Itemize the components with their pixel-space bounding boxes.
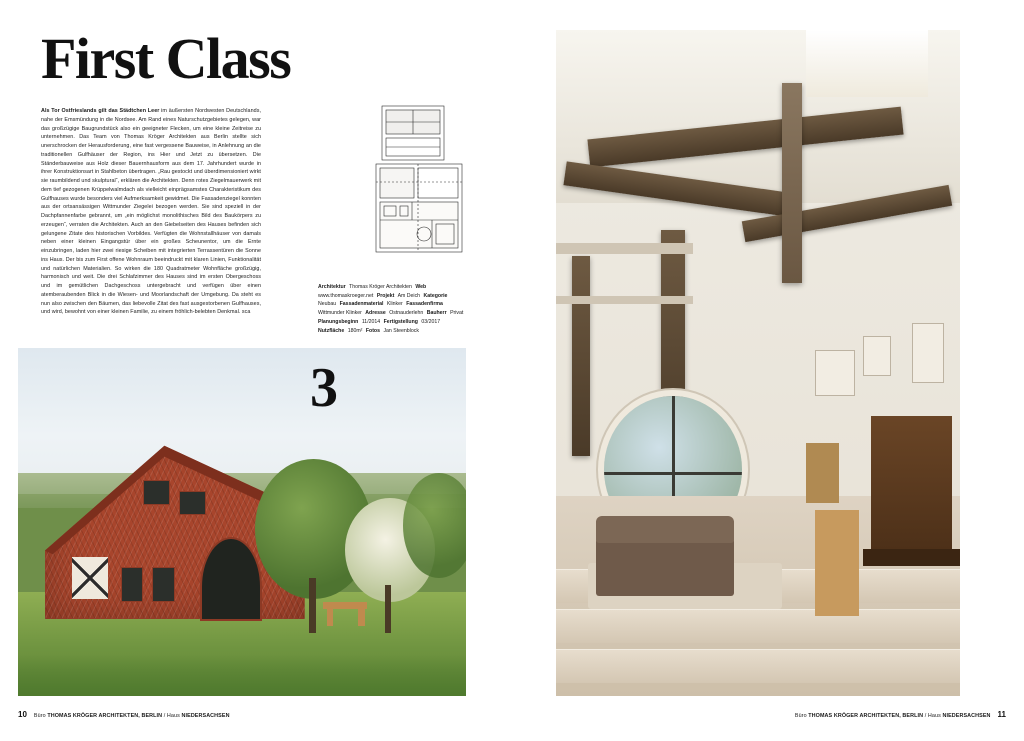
credit-key-8: Planungsbeginn	[318, 318, 359, 325]
picnic-table-leg-2	[358, 609, 364, 626]
window-mullion-horizontal	[604, 472, 741, 475]
credit-val-9: 03/2017	[421, 318, 441, 325]
footer-credit-left: Büro THOMAS KRÖGER ARCHITEKTEN, BERLIN / Haus NIEDERSACHSEN	[33, 713, 230, 719]
floor-plan-svg	[366, 104, 470, 256]
credit-val-8: 11/2014	[361, 318, 381, 325]
window-upper-2	[179, 491, 206, 515]
picnic-table-top	[323, 602, 368, 609]
credit-key-3: Kategorie	[423, 292, 448, 299]
tree-right	[403, 473, 466, 577]
credit-key-1: Web	[415, 284, 427, 290]
window-ground-1	[121, 567, 143, 602]
credit-key-11: Fotos	[365, 327, 380, 334]
footer-right	[795, 710, 1006, 719]
cantilever-chair	[815, 510, 859, 617]
wall-frame-3	[912, 323, 944, 383]
dining-chair	[806, 443, 838, 503]
footer-credit-right: Büro THOMAS KRÖGER ARCHITEKTEN, BERLIN / Haus NIEDERSACHSEN	[794, 713, 991, 719]
column-2	[782, 83, 802, 283]
credit-key-7: Bauherr	[426, 310, 447, 317]
blossom-trunk	[385, 585, 390, 634]
photo-grass-foreground	[18, 654, 466, 696]
credit-val-6: Ostnauderlehn	[389, 310, 424, 317]
credit-val-7: Privat	[450, 310, 464, 317]
page-number-right: 11	[997, 710, 1006, 719]
exterior-photo	[18, 348, 466, 696]
balcony-rail	[556, 243, 693, 254]
page-number-left: 10	[18, 710, 27, 719]
floor-step-3	[556, 649, 960, 682]
credit-val-4: Klinker	[386, 301, 403, 308]
balcony-rail-2	[556, 296, 693, 304]
right-page	[512, 0, 1024, 741]
spread-gutter	[512, 0, 513, 741]
page-title: First Class	[41, 26, 291, 91]
floor-step-2	[556, 609, 960, 642]
credit-val-2: Am Deich	[397, 292, 421, 299]
credit-key-2: Projekt	[376, 292, 395, 299]
piano-base	[863, 549, 960, 566]
skylight	[806, 30, 927, 97]
sofa-back	[596, 516, 733, 543]
credit-key-6: Adresse	[365, 310, 386, 317]
credit-key-10: Nutzfläche	[318, 327, 345, 334]
window-ground-2	[152, 567, 174, 602]
project-credits	[318, 283, 470, 335]
body-lead: Als Tor Ostfrieslands gilt das Städtchen Leer	[41, 108, 160, 114]
body-text	[41, 107, 261, 317]
credit-val-3: Neubau	[318, 301, 337, 308]
credit-val-11: Jan Steenblock	[383, 327, 419, 334]
credit-key-4: Fassadenmaterial	[339, 301, 384, 308]
footer-left	[18, 710, 230, 719]
sofa	[596, 536, 733, 596]
credit-key-5: Fassadenfirma	[406, 301, 443, 308]
credit-val-1: www.thomaskroeger.net	[318, 292, 374, 299]
credit-key-9: Fertigstellung	[383, 318, 418, 325]
picnic-table-leg-1	[327, 609, 333, 626]
wall-frame-1	[815, 350, 855, 397]
wall-frame-2	[863, 336, 891, 376]
chapter-number: 3	[310, 357, 338, 419]
interior-photo	[556, 30, 960, 696]
credit-val-5: Wittmunder Klinker	[318, 310, 362, 317]
tree-trunk	[309, 578, 316, 634]
floor-plan-drawing	[366, 104, 470, 256]
gable-panel	[72, 557, 108, 599]
credit-key-0: Architektur	[318, 284, 346, 290]
piano	[871, 416, 952, 563]
window-upper-1	[143, 480, 170, 504]
photo-sky	[18, 348, 466, 494]
credit-val-0: Thomas Kröger Architekten	[349, 284, 412, 290]
credit-val-10: 180m²	[347, 327, 363, 334]
column-3	[572, 256, 590, 456]
body-rest: im äußersten Nordwesten Deutschlands, nahe der Emsmündung in die Nordsee. Am Rand eines Naturschutzgebietes gelegen, war das großzügige Baugrundstück also ein geeigneter Flecken, um eine kleine Zeitreise zu unternehmen. Das Team von Thomas Kröger Architekten aus Berlin stellte sich unerschrocken der Herausforderung, eine fast vergessene Bauweise, in Anlehnung an die traditionellen Gulfhäuser der Region, ins Hier und Jetzt zu übersetzen. Die Ständerbauweise aus Holz dieser Bauernhausform aus dem 17. Jahrhundert wurde in ihrer Konstruktionsart in Stahlbeton übertragen. „Rau gestockt und überdimensioniert wirkt sie raumbildend und skulptural“, erklären die Architekten. Denn rotes Ziegelmauerwerk mit dem tief gezogenen Krüppelwalmdach als vielleicht einprägsamstes Charakteristikum des Gulfhauses wurde besonders viel Aufmerksamkeit gewidmet. Die Fassadenziegel konnten aus der ortsansässigen Wittmunder Ziegelei bezogen werden. Sie sind speziell in der Dachpfannenfarbe gebrannt, um „ein möglichst monolithisches Bild des Baukörpers zu erzeugen“, verraten die Architekten. Auch an den Giebelseiten des Hauses befinden sich gelungene Zitate des historischen Vorbildes. Verfügten die Wohnstallhäuser von damals neben einer kleinen Eingangstür über ein großes Scheunentor, um die Ernte einzubringen, laden hier zwei riesige Scheiben mit integrierten Terrassentüren die Sonne ins Haus. Der bis zum First offene Wohnraum beeindruckt mit klaren Linien, Funktionalität und natürlichen Materialien. So wirken die 180 Quadratmeter Wohnfläche großzügig, harmonisch und weit. Die drei Schlafzimmer des Hauses sind im ersten Obergeschoss und im gemütlichen Dachgeschoss untergebracht und verfügen über einen atemberaubenden Blick in die Wiesen- und Moorlandschaft der Umgebung. Da steht es nun also zwischen den Bäumen, das liebevolle Zitat des fast ausgestorbenen Gulfhauses, und wird, bewohnt von einer kleinen Familie, zu einem fröhlich-belebten Denkmal. sca	[41, 108, 261, 316]
